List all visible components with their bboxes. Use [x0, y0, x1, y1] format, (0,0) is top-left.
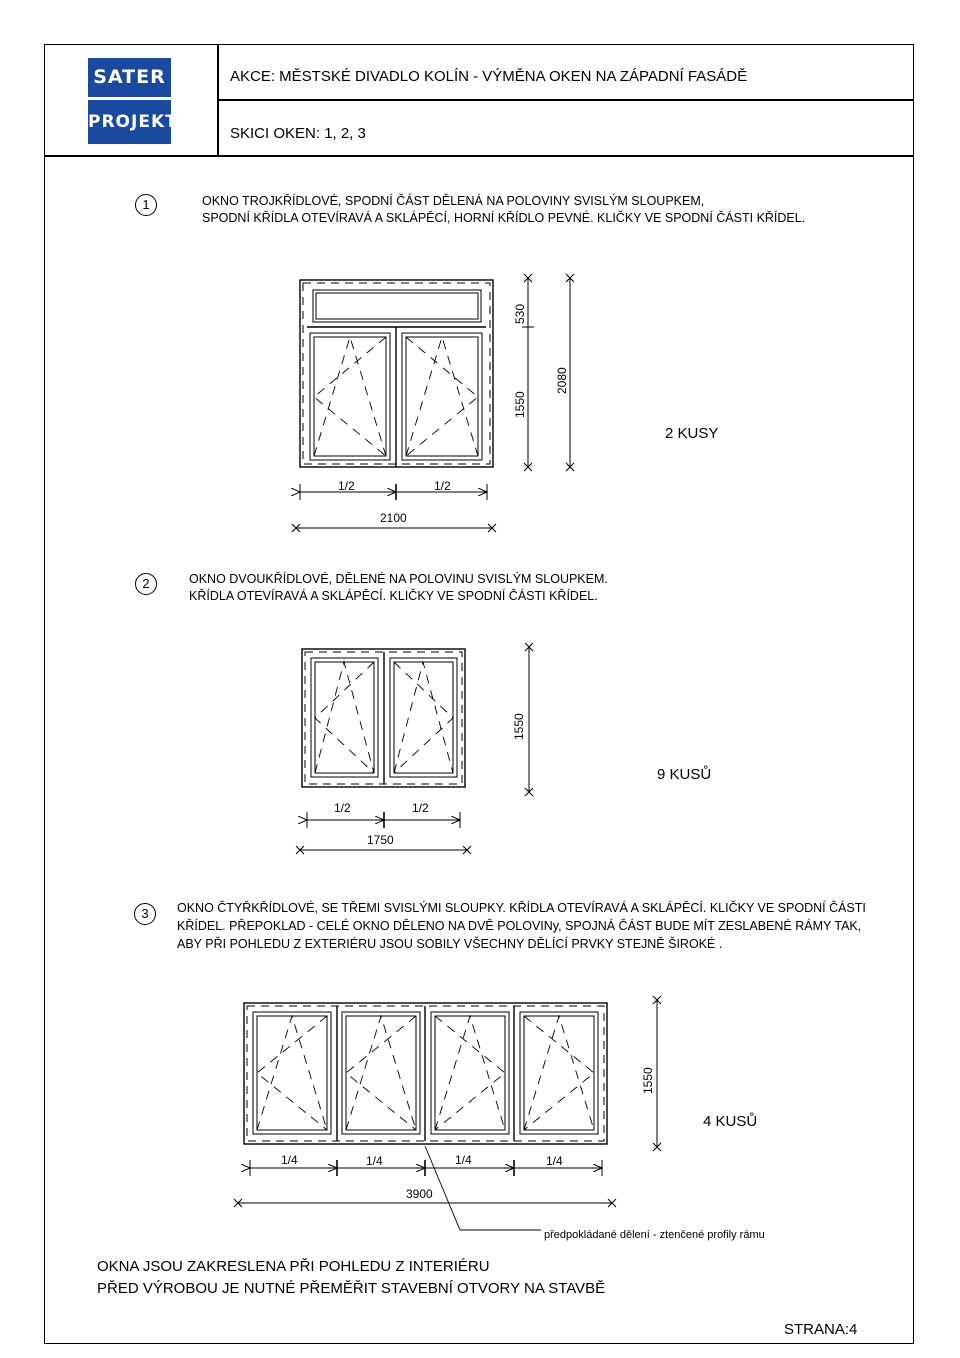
window-number-badge: 2 — [135, 573, 157, 595]
footer-note: PŘED VÝROBOU JE NUTNÉ PŘEMĚŘIT STAVEBNÍ OTVORY NA STAVBĚ — [97, 1280, 606, 1297]
split-label: 1/4 — [281, 1153, 298, 1167]
window-number-badge: 3 — [134, 903, 156, 925]
dimension-label: 2100 — [380, 511, 407, 525]
window-description: SPODNÍ KŘÍDLA OTEVÍRAVÁ A SKLÁPĚCÍ, HORNÍ KŘÍDLO PEVNÉ. KLIČKY VE SPODNÍ ČÁSTI KŘÍDEL. — [202, 211, 806, 225]
split-label: 1/2 — [338, 479, 355, 493]
split-label: 1/2 — [412, 801, 429, 815]
project-title: AKCE: MĚSTSKÉ DIVADLO KOLÍN - VÝMĚNA OKEN NA ZÁPADNÍ FASÁDĚ — [230, 68, 748, 85]
page-number: STRANA:4 — [784, 1321, 858, 1338]
window-description: OKNO TROJKŘÍDLOVÉ, SPODNÍ ČÁST DĚLENÁ NA POLOVINY SVISLÝM SLOUPKEM, — [202, 194, 705, 208]
logo-text-top: SATER — [88, 58, 171, 97]
dimension-label: 1750 — [367, 833, 394, 847]
quantity-label: 2 KUSY — [665, 425, 719, 442]
window-2-drawing — [300, 647, 529, 850]
sheet-subtitle: SKICI OKEN: 1, 2, 3 — [230, 125, 366, 142]
logo-text-bottom: PROJEKT — [88, 100, 171, 144]
window-3-drawing — [238, 1000, 657, 1230]
window-description: ABY PŘI POHLEDU Z EXTERIÉRU JSOU SOBILY VŠECHNY DĚLÍCÍ PRVKY STEJNĚ ŠIROKÉ . — [177, 937, 723, 951]
window-description: OKNO DVOUKŘÍDLOVÉ, DĚLENÉ NA POLOVINU SVISLÝM SLOUPKEM. — [189, 572, 608, 586]
split-label: 1/2 — [434, 479, 451, 493]
window-number-badge: 1 — [135, 194, 157, 216]
division-note: předpokládané dělení - ztenčené profily rámu — [544, 1229, 765, 1241]
window-description: OKNO ČTYŘKŘÍDLOVÉ, SE TŘEMI SVISLÝMI SLOUPKY. KŘÍDLA OTEVÍRAVÁ A SKLÁPĚCÍ. KLIČKY VE SPODNÍ ČÁSTI — [177, 901, 866, 915]
footer-note: OKNA JSOU ZAKRESLENA PŘI POHLEDU Z INTERIÉRU — [97, 1258, 490, 1275]
split-label: 1/2 — [334, 801, 351, 815]
window-description: KŘÍDEL. PŘEPOKLAD - CELÉ OKNO DĚLENO NA DVĚ POLOVINy, SPOJNÁ ČÁST BUDE MÍT ZESLABENÉ RÁMY TAK, — [177, 919, 862, 933]
quantity-label: 9 KUSŮ — [657, 766, 712, 783]
split-label: 1/4 — [546, 1154, 563, 1168]
dimension-label: 3900 — [406, 1187, 433, 1201]
split-label: 1/4 — [366, 1154, 383, 1168]
split-label: 1/4 — [455, 1153, 472, 1167]
window-description: KŘÍDLA OTEVÍRAVÁ A SKLÁPĚCÍ. KLIČKY VE SPODNÍ ČÁSTI KŘÍDEL. — [189, 589, 598, 603]
quantity-label: 4 KUSŮ — [703, 1113, 758, 1130]
